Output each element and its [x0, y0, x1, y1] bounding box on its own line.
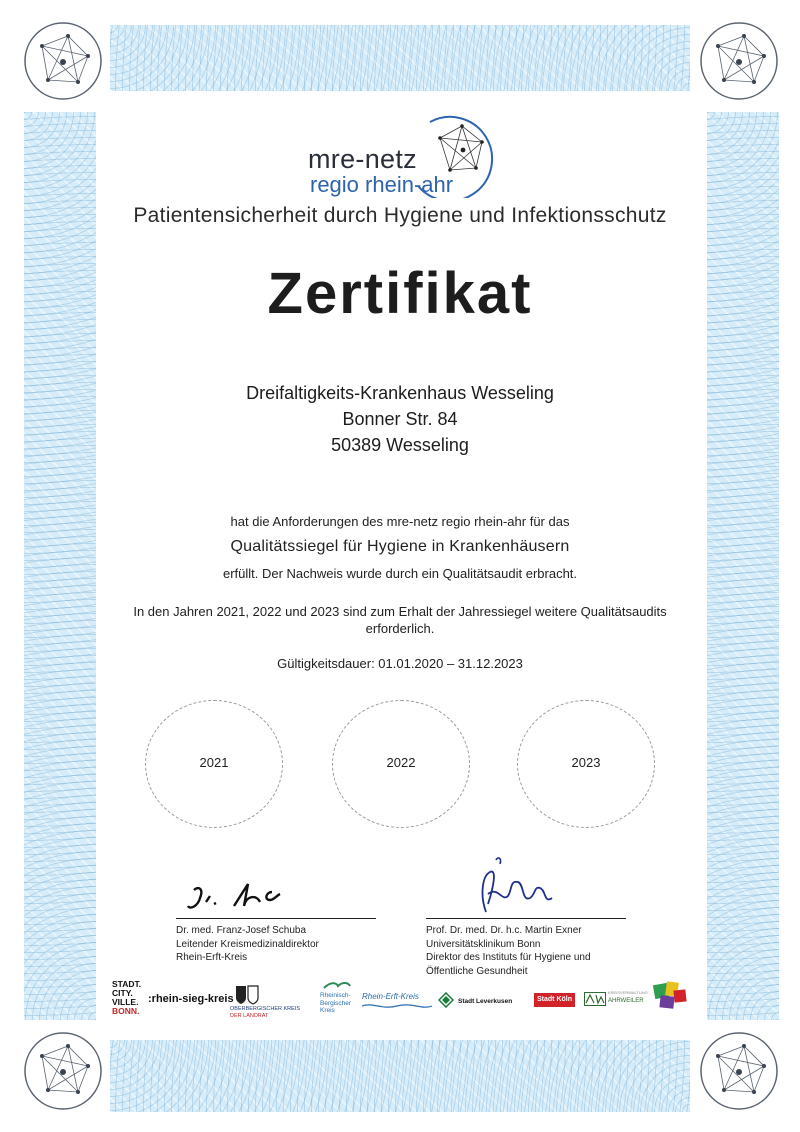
handwritten-signature [176, 876, 376, 920]
logo-oberbergischer-kreis: OBERBERGISCHER KREIS DER LANDRAT [230, 1006, 300, 1019]
seal-year: 2021 [199, 755, 229, 770]
colorful-partner-logo-icon [652, 978, 690, 1014]
certificate-subtitle: Patientensicherheit durch Hygiene und Infektionsschutz [133, 204, 667, 227]
corner-network-ornament-icon [22, 1030, 104, 1112]
logo-text-region: regio rhein-ahr [310, 172, 454, 197]
ahrweiler-emblem-icon [584, 992, 606, 1006]
corner-network-ornament-icon [698, 1030, 780, 1112]
logo-rhein-erft-kreis: Rhein-Erft-Kreis [362, 992, 419, 1001]
statement-intro: hat die Anforderungen des mre-netz regio rhein-ahr für das [230, 514, 570, 529]
logo-rhein-sieg-kreis: :rhein-sieg-kreis [148, 993, 234, 1005]
recipient-street: Bonner Str. 84 [342, 409, 458, 429]
seal-year: 2023 [571, 755, 601, 770]
wave-logo-icon [322, 980, 352, 992]
handwritten-signature [426, 852, 626, 932]
partner-logo-row [112, 978, 692, 1028]
validity-period: Gültigkeitsdauer: 01.01.2020 – 31.12.2023 [277, 656, 523, 671]
signatory-org-line2: Öffentliche Gesundheit [426, 965, 528, 977]
logo-kreisverwaltung: KREISVERWALTUNG [608, 990, 648, 995]
recipient-city: 50389 Wesseling [331, 435, 469, 455]
frame-bottom-border [110, 1040, 690, 1112]
logo-stadt-koeln: Stadt Köln [534, 993, 575, 1007]
corner-network-ornament-icon [698, 20, 780, 102]
annual-seal-placeholder [145, 700, 283, 828]
signatory-name: Dr. med. Franz-Josef Schuba [176, 925, 307, 936]
annual-seal-placeholder [332, 700, 470, 828]
signatory-details [176, 924, 319, 965]
signatory-role: Leitender Kreismedizinaldirektor [176, 938, 319, 950]
seal-name: Qualitätssiegel für Hygiene in Krankenhäusern [230, 538, 570, 555]
signatory-org: Direktor des Instituts für Hygiene und [426, 952, 591, 963]
recipient-name: Dreifaltigkeits-Krankenhaus Wesseling [246, 383, 554, 403]
frame-right-border [707, 112, 779, 1020]
logo-rheinisch-bergischer-kreis: Rheinisch- Bergischer Kreis [320, 992, 352, 1014]
corner-network-ornament-icon [22, 20, 104, 102]
mre-netz-logo [300, 108, 500, 198]
signatory-name: Prof. Dr. med. Dr. h.c. Martin Exner [426, 925, 582, 936]
frame-top-border [110, 25, 690, 91]
wave-underline-icon [362, 1002, 432, 1010]
leverkusen-emblem-icon [438, 992, 454, 1008]
signatory-org: Rhein-Erft-Kreis [176, 952, 248, 963]
certificate-title: Zertifikat [267, 261, 533, 326]
statement-fulfilled: erfüllt. Der Nachweis wurde durch ein Qualitätsaudit erbracht. [222, 566, 578, 581]
seal-year: 2022 [386, 755, 416, 770]
logo-ahrweiler: AHRWEILER [608, 998, 644, 1004]
annual-seal-placeholder [517, 700, 655, 828]
signature-line [176, 918, 376, 919]
logo-stadt-leverkusen: Stadt Leverkusen [458, 998, 513, 1005]
frame-left-border [24, 112, 96, 1020]
signatory-details [426, 924, 591, 978]
signatory-role: Universitätsklinikum Bonn [426, 938, 541, 950]
logo-text-mre-netz: mre-netz [308, 144, 417, 174]
statement-annual-audits: In den Jahren 2021, 2022 und 2023 sind zum Erhalt der Jahressiegel weitere Qualitätsaudits erforderlich. [133, 604, 667, 636]
signature-line [426, 918, 626, 919]
coat-of-arms-icon [234, 984, 260, 1006]
logo-stadt-bonn: STADT. CITY. VILLE. BONN. [112, 979, 142, 1016]
